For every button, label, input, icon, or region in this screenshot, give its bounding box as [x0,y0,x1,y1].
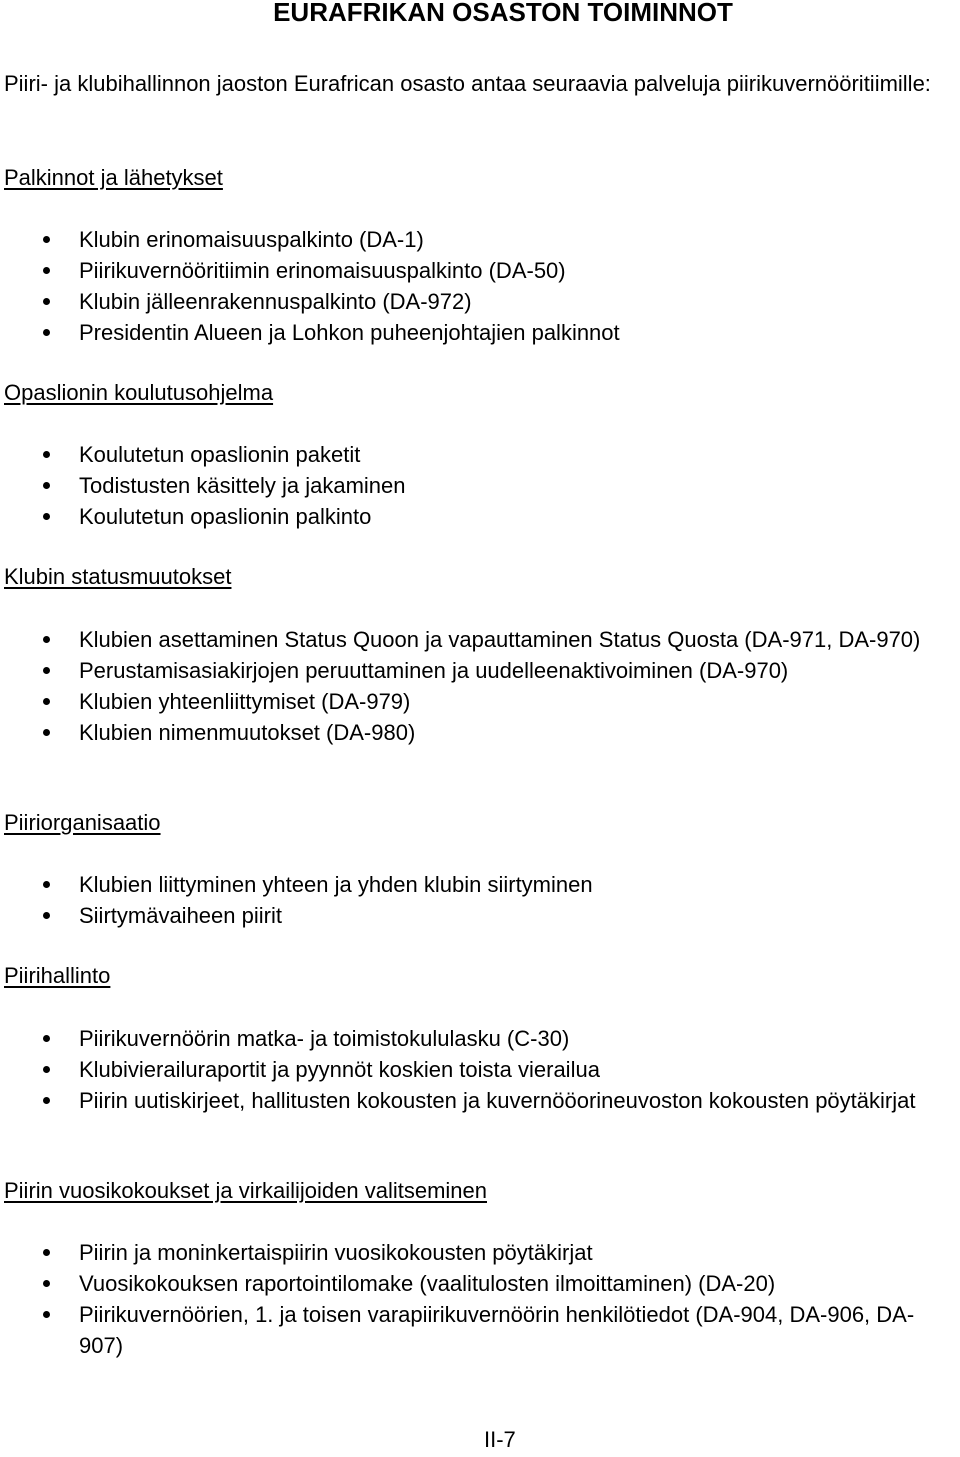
list-item [0,1237,960,1268]
list-item [0,1299,960,1361]
list-item-text: Siirtymävaiheen piirit [79,903,282,928]
bullet-list-opaslion [0,439,960,532]
bullet-list-vuosikokoukset [0,1237,960,1361]
bullet-icon [43,451,50,458]
intro-paragraph: Piiri- ja klubihallinnon jaoston Eurafrican osasto antaa seuraavia palveluja piirikuvernööritiimille: [4,71,931,96]
bullet-icon [43,329,50,336]
list-item-text: Klubivierailuraportit ja pyynnöt koskien toista vierailua [79,1057,600,1082]
bullet-list-piiriorganisaatio [0,869,960,931]
bullet-icon [43,1035,50,1042]
section-heading-piiriorganisaatio: Piiriorganisaatio [4,810,161,835]
list-item [0,717,960,748]
bullet-icon [43,698,50,705]
bullet-icon [43,881,50,888]
list-item-text: Piirin ja moninkertaispiirin vuosikokousten pöytäkirjat [79,1240,593,1265]
list-item [0,655,960,686]
bullet-list-piirihallinto [0,1023,960,1116]
list-item-text: Klubin jälleenrakennuspalkinto (DA-972) [79,289,472,314]
bullet-icon [43,267,50,274]
list-item-text: Koulutetun opaslionin paketit [79,442,361,467]
bullet-icon [43,1097,50,1104]
bullet-icon [43,636,50,643]
list-item-text: Klubin erinomaisuuspalkinto (DA-1) [79,227,424,252]
list-item [0,317,960,348]
list-item [0,470,960,501]
list-item-text: Perustamisasiakirjojen peruuttaminen ja uudelleenaktivoiminen (DA-970) [79,658,789,683]
bullet-list-palkinnot [0,224,960,348]
list-item [0,900,960,931]
list-item-text: Piirikuvernöörin matka- ja toimistokululasku (C-30) [79,1026,570,1051]
list-item [0,686,960,717]
bullet-icon [43,1249,50,1256]
page-title: EURAFRIKAN OSASTON TOIMINNOT [273,0,733,27]
list-item-text: Presidentin Alueen ja Lohkon puheenjohtajien palkinnot [79,320,620,345]
list-item-text: Koulutetun opaslionin palkinto [79,504,372,529]
bullet-icon [43,729,50,736]
bullet-icon [43,667,50,674]
list-item [0,224,960,255]
bullet-icon [43,912,50,919]
section-heading-vuosikokoukset: Piirin vuosikokoukset ja virkailijoiden valitseminen [4,1178,487,1203]
list-item-text: Klubien liittyminen yhteen ja yhden klubin siirtyminen [79,872,593,897]
page-number: II-7 [484,1427,516,1452]
list-item-text: Todistusten käsittely ja jakaminen [79,473,406,498]
bullet-icon [43,236,50,243]
section-heading-opaslion: Opaslionin koulutusohjelma [4,380,274,405]
list-item-text: Piirikuvernöörien, 1. ja toisen varapiirikuvernöörin henkilötiedot (DA-904, DA-906, DA-907) [79,1302,915,1358]
list-item [0,1085,960,1116]
list-item-text: Piirikuvernööritiimin erinomaisuuspalkinto (DA-50) [79,258,566,283]
section-heading-statusmuutokset: Klubin statusmuutokset [4,564,232,589]
bullet-icon [43,1066,50,1073]
list-item [0,501,960,532]
list-item [0,439,960,470]
list-item [0,869,960,900]
section-heading-piirihallinto: Piirihallinto [4,963,111,988]
list-item [0,1268,960,1299]
bullet-list-statusmuutokset [0,624,960,748]
list-item [0,1023,960,1054]
list-item [0,624,960,655]
bullet-icon [43,513,50,520]
list-item-text: Klubien asettaminen Status Quoon ja vapauttaminen Status Quosta (DA-971, DA-970) [79,627,921,652]
list-item-text: Piirin uutiskirjeet, hallitusten kokousten ja kuvernööorineuvoston kokousten pöytäkirjat [79,1088,916,1113]
section-heading-palkinnot: Palkinnot ja lähetykset [4,165,223,190]
bullet-icon [43,298,50,305]
list-item [0,286,960,317]
bullet-icon [43,1311,50,1318]
list-item-text: Vuosikokouksen raportointilomake (vaalitulosten ilmoittaminen) (DA-20) [79,1271,776,1296]
bullet-icon [43,482,50,489]
list-item-text: Klubien nimenmuutokset (DA-980) [79,720,416,745]
list-item-text: Klubien yhteenliittymiset (DA-979) [79,689,411,714]
list-item [0,1054,960,1085]
list-item [0,255,960,286]
bullet-icon [43,1280,50,1287]
